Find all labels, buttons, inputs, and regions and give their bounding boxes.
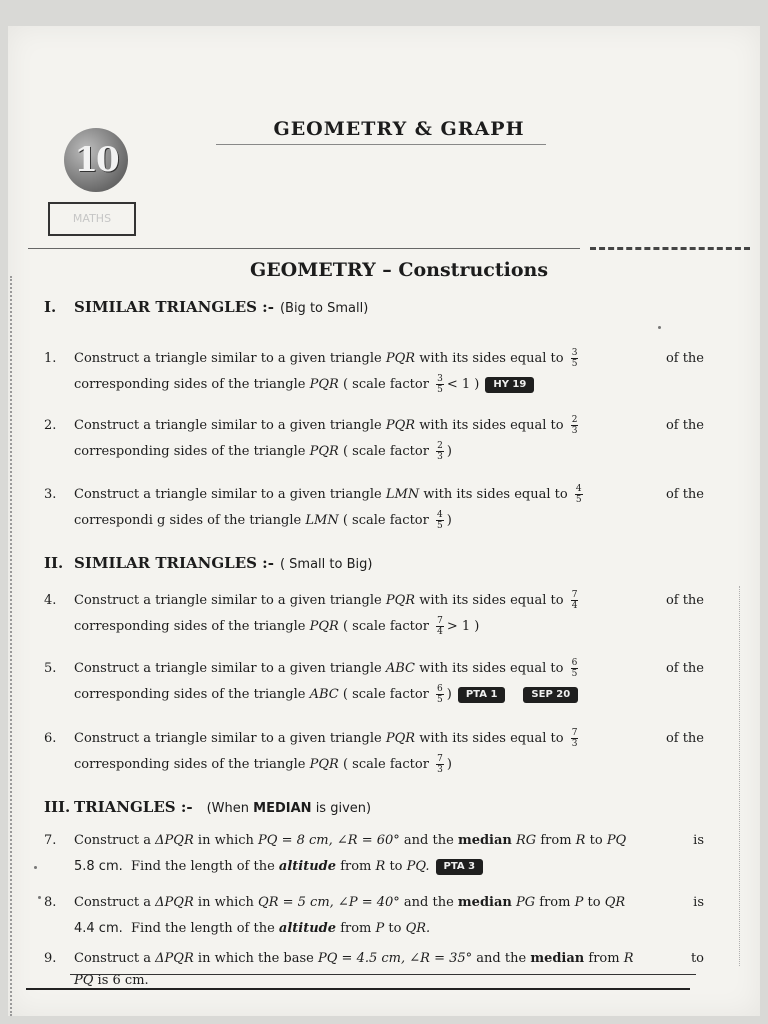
exam-tag: PTA 3 — [436, 859, 484, 875]
question-line-1: Construct a triangle similar to a given triangle PQR with its sides equal to $\frac{7}{3}$ — [74, 728, 578, 749]
chapter-number: 10 — [74, 140, 118, 180]
question-line-2: PQ is 6 cm. — [74, 973, 149, 988]
section-number: III. — [44, 798, 71, 816]
fraction: $\frac{3}{5}$ — [437, 374, 443, 395]
scan-speck — [658, 326, 661, 329]
fraction: $\frac{2}{3}$ — [571, 415, 578, 436]
question-line-1: Construct a triangle similar to a given triangle PQR with its sides equal to $\frac{2}{3}$ — [74, 415, 578, 436]
question-number: 8. — [44, 895, 57, 910]
line-end-text: of the — [665, 731, 704, 746]
fraction: $\frac{4}{5}$ — [575, 484, 582, 505]
line-end-text: of the — [665, 661, 704, 676]
section-heading-text: SIMILAR TRIANGLES :- — [74, 298, 274, 316]
subject-label: MATHS — [72, 212, 112, 225]
question-number: 5. — [44, 661, 57, 676]
line-end-text: of the — [665, 351, 704, 366]
section-number: II. — [44, 554, 64, 572]
line-end-text: to — [690, 951, 704, 966]
section-heading-3 — [44, 798, 371, 816]
question-line-2: corresponding sides of the triangle PQR ( scale factor $\frac{2}{3}$ ) — [74, 441, 452, 462]
section-number: I. — [44, 298, 57, 316]
section-heading-1 — [44, 298, 368, 316]
fraction: $\frac{3}{5}$ — [571, 348, 578, 369]
question-line-2: corresponding sides of the triangle PQR ( scale factor $\frac{3}{5}$ < 1 ) HY 19 — [74, 372, 704, 398]
line-end-text: is — [693, 895, 704, 910]
question-8 — [44, 890, 704, 942]
question-line-1: Construct a triangle similar to a given triangle PQR with its sides equal to $\frac{3}{5}$ — [74, 348, 578, 369]
question-line-2: corresponding sides of the triangle ABC ( scale factor $\frac{6}{5}$ ) PTA 1 SEP 20 — [74, 682, 704, 708]
divider-dash — [590, 247, 750, 250]
question-2 — [44, 413, 704, 465]
worksheet-page — [8, 26, 760, 1016]
question-4 — [44, 588, 704, 640]
question-5 — [44, 656, 704, 708]
question-number: 9. — [44, 951, 57, 966]
section-heading-text: SIMILAR TRIANGLES :- — [74, 554, 274, 572]
question-1 — [44, 346, 704, 398]
section-title-text: GEOMETRY – Constructions — [249, 259, 549, 281]
line-end-text: of the — [665, 418, 704, 433]
question-number: 3. — [44, 487, 57, 502]
fraction: $\frac{7}{4}$ — [571, 590, 578, 611]
subject-box — [48, 202, 136, 236]
question-line-1: Construct a triangle similar to a given triangle ABC with its sides equal to $\frac{6}{5}$ — [74, 658, 578, 679]
line-end-text: is — [693, 833, 704, 848]
section-title — [8, 259, 760, 281]
scan-speck — [38, 896, 41, 899]
question-line-2: 5.8 cm. Find the length of the altitude from R to PQ. PTA 3 — [74, 854, 704, 880]
question-3 — [44, 482, 704, 534]
question-line-2: corresponding sides of the triangle PQR ( scale factor $\frac{7}{3}$ ) — [74, 754, 452, 775]
question-number: 7. — [44, 833, 57, 848]
bottom-rule-thin — [70, 974, 696, 975]
exam-tag: PTA 1 — [458, 687, 506, 703]
question-number: 1. — [44, 351, 57, 366]
question-7 — [44, 828, 704, 880]
scan-speck — [34, 866, 37, 869]
fraction: $\frac{6}{5}$ — [437, 684, 443, 705]
fraction: $\frac{2}{3}$ — [437, 441, 443, 462]
question-line-2: corresponding sides of the triangle PQR ( scale factor $\frac{7}{4}$ > 1 ) — [74, 616, 480, 637]
line-end-text: of the — [665, 593, 704, 608]
section-heading-text: TRIANGLES :- — [74, 798, 193, 816]
fraction: $\frac{7}{3}$ — [437, 754, 443, 775]
question-line-1: Construct a ΔPQR in which the base PQ = 4.5 cm, ∠R = 35° and the median from R — [74, 951, 634, 966]
divider-rule — [28, 248, 580, 249]
question-line-1: Construct a triangle similar to a given triangle PQR with its sides equal to $\frac{7}{4}$ — [74, 590, 578, 611]
question-line-2: 4.4 cm. Find the length of the altitude from P to QR. — [74, 921, 431, 936]
question-9 — [44, 946, 704, 998]
question-number: 4. — [44, 593, 57, 608]
question-line-1: Construct a triangle similar to a given triangle LMN with its sides equal to $\frac{4}{5}$ — [74, 484, 582, 505]
question-line-2: correspondi g sides of the triangle LMN ( scale factor $\frac{4}{5}$ ) — [74, 510, 452, 531]
question-6 — [44, 726, 704, 778]
page-title-text: GEOMETRY & GRAPH — [273, 118, 525, 140]
question-line-1: Construct a ΔPQR in which QR = 5 cm, ∠P = 40° and the median PG from P to QR — [74, 895, 626, 910]
section-note: (Big to Small) — [279, 301, 369, 316]
exam-tag: SEP 20 — [523, 687, 578, 703]
fraction: $\frac{7}{3}$ — [571, 728, 578, 749]
fraction: $\frac{7}{4}$ — [437, 616, 443, 637]
exam-tag: HY 19 — [485, 377, 534, 393]
scan-left-edge — [10, 276, 15, 1016]
fraction: $\frac{4}{5}$ — [436, 510, 443, 531]
bottom-rule — [26, 988, 690, 990]
fraction: $\frac{6}{5}$ — [571, 658, 578, 679]
line-end-text: of the — [665, 487, 704, 502]
section-note: (When MEDIAN is given) — [206, 801, 372, 816]
question-number: 2. — [44, 418, 57, 433]
question-number: 6. — [44, 731, 57, 746]
section-heading-2 — [44, 554, 372, 572]
question-line-1: Construct a ΔPQR in which PQ = 8 cm, ∠R = 60° and the median RG from R to PQ — [74, 833, 627, 848]
section-note: ( Small to Big) — [279, 557, 373, 572]
page-title — [8, 118, 760, 140]
title-underline — [216, 144, 546, 145]
scan-right-edge — [739, 586, 742, 966]
